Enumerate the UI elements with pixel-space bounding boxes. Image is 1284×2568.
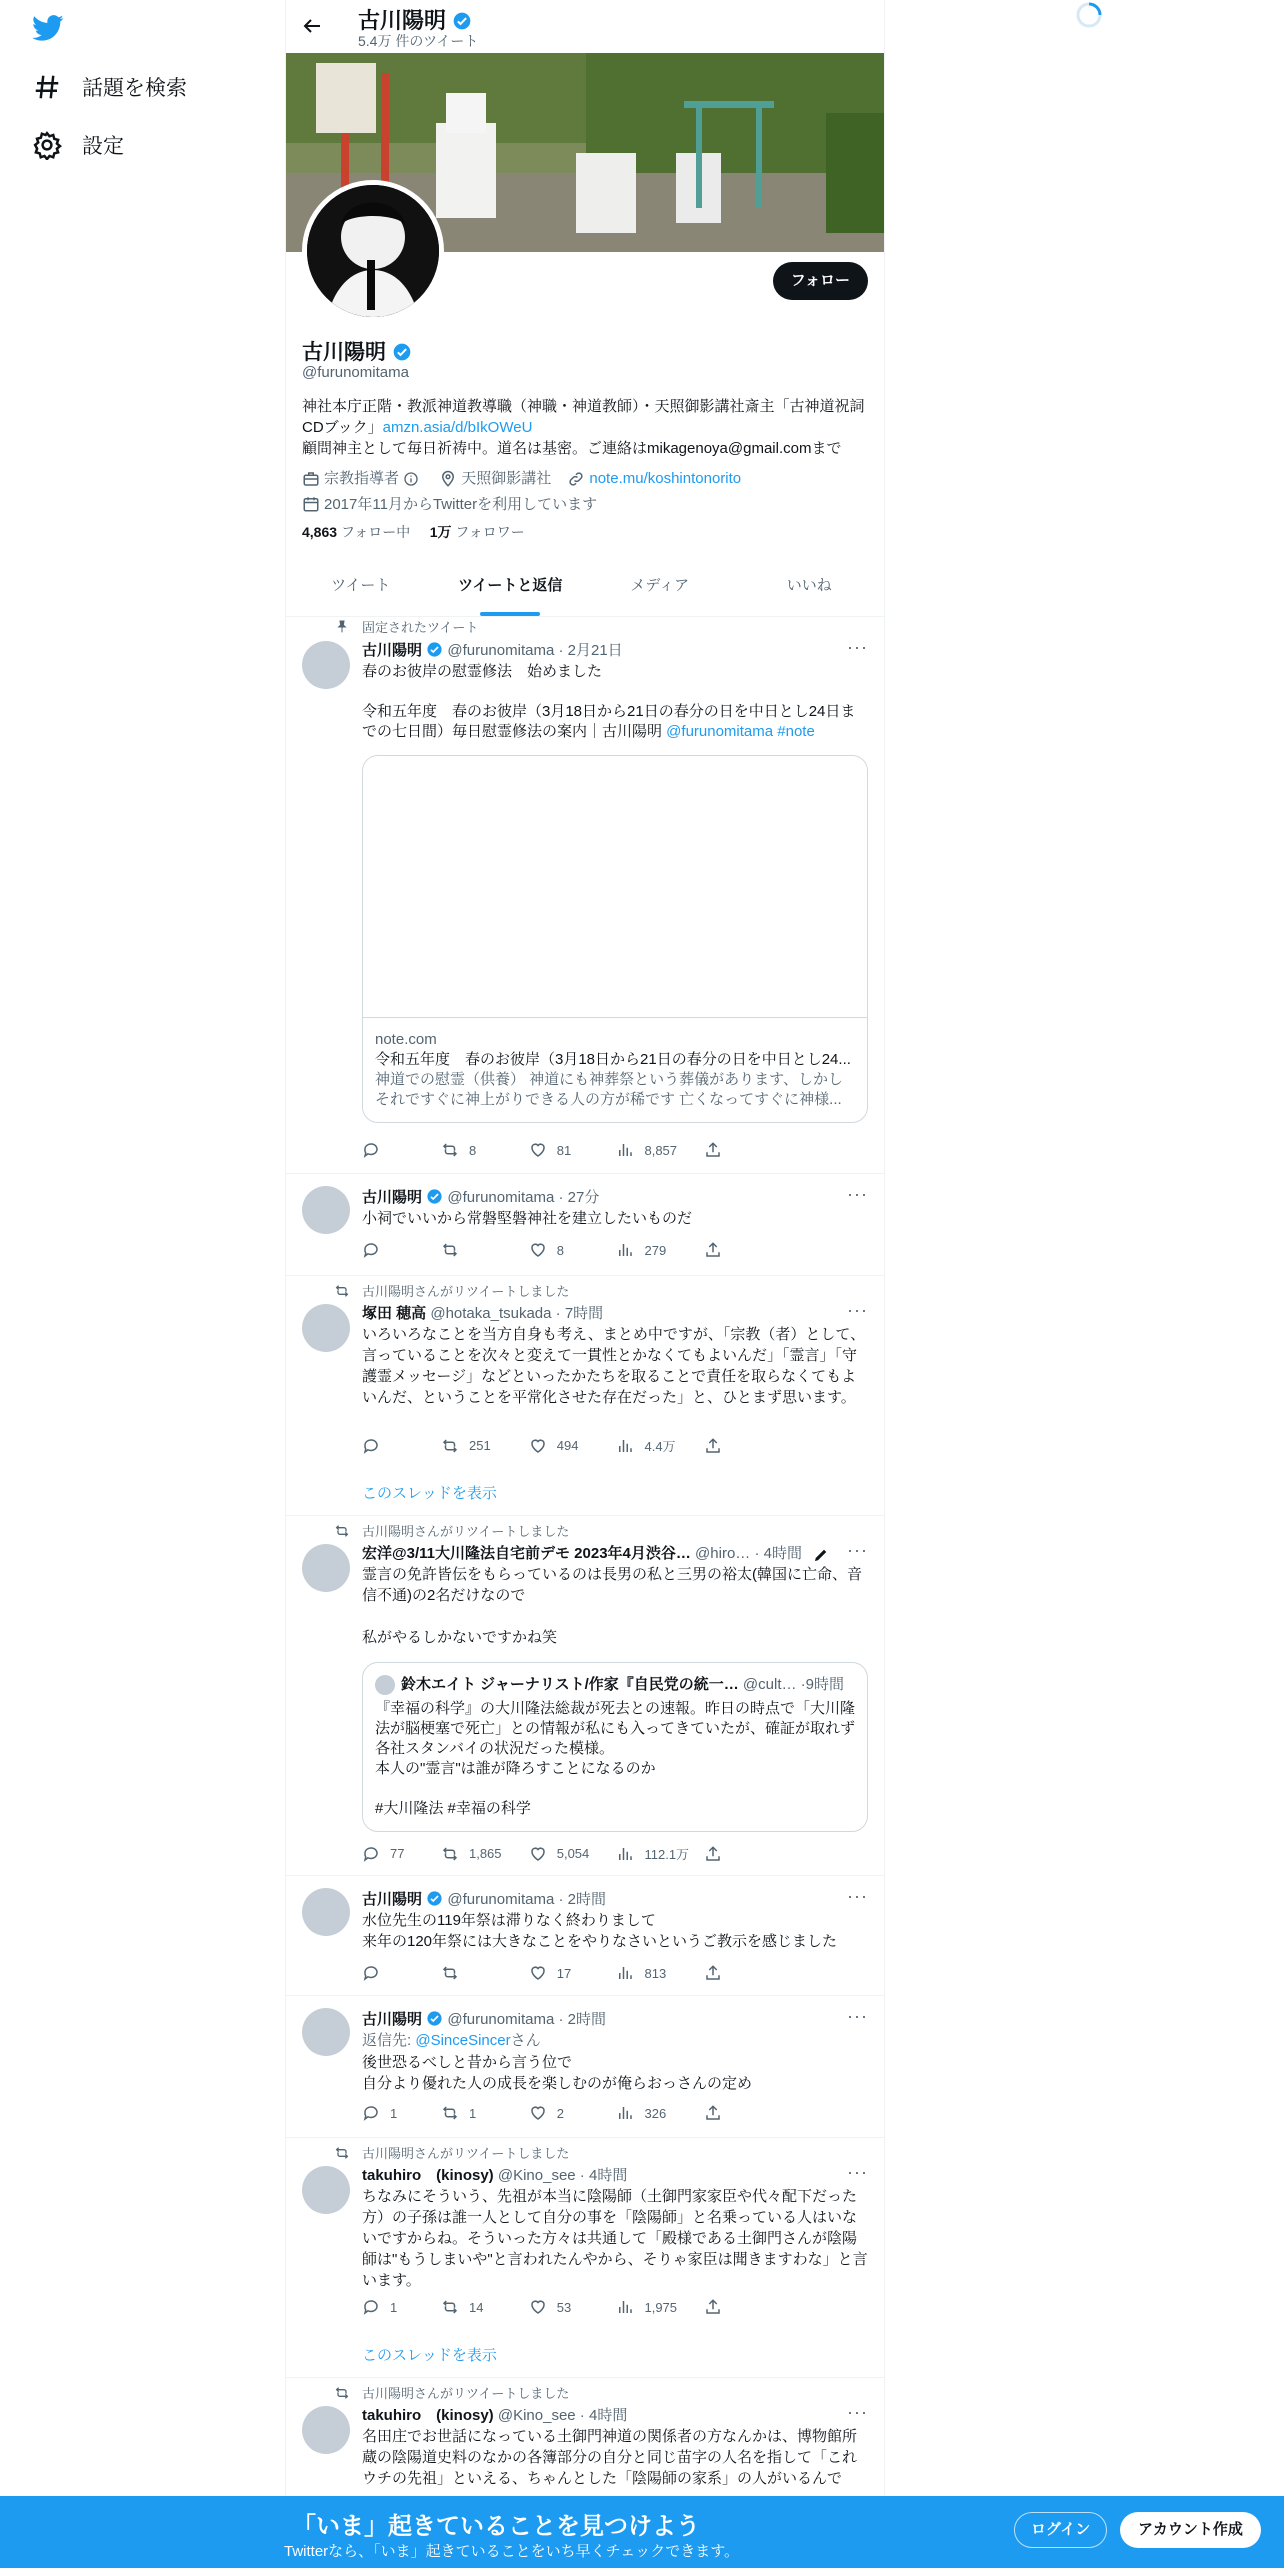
nav-item-explore[interactable] (32, 67, 187, 107)
avatar (375, 1675, 395, 1695)
retweet-icon (334, 2145, 350, 2161)
tweet[interactable] (286, 2138, 884, 2378)
reply-button[interactable] (362, 1141, 441, 1159)
avatar[interactable] (302, 2008, 350, 2056)
heart-icon (529, 1241, 547, 1259)
avatar[interactable] (302, 1304, 350, 1352)
verified-badge-icon (426, 2010, 443, 2027)
nav-item-label: 設定 (82, 135, 124, 158)
tweet-context: 古川陽明さんがリツイートしました (362, 1281, 569, 1300)
retweet-button[interactable] (441, 1964, 529, 1982)
briefcase-icon (302, 470, 320, 488)
reply-button[interactable] (362, 1436, 441, 1455)
tweet-actions (362, 1141, 792, 1159)
like-button[interactable]: 8 (529, 1241, 617, 1259)
retweet-icon (441, 1964, 459, 1982)
tweet-actions (362, 1844, 792, 1863)
share-icon (704, 2104, 722, 2122)
banner-title: 「いま」起きていることを見つけよう (292, 2513, 700, 2540)
tweet-text: 小祠でいいから常磐堅磐神社を建立したいものだ (362, 1210, 693, 1227)
more-options-icon[interactable]: ··· (847, 1184, 868, 1204)
twitter-logo-icon[interactable] (30, 12, 66, 44)
followers-stat[interactable]: 1万 フォロワー (429, 524, 525, 540)
hashtag-icon (32, 72, 62, 102)
views-button[interactable]: 813 (616, 1964, 704, 1982)
like-button[interactable]: 2 (529, 2104, 617, 2122)
tweet-text: 霊言の免許皆伝をもらっているのは長男の私と三男の裕太(韓国に亡命、音信不通)の2名だけなので 私がやるしかないですかね笑 (362, 1566, 862, 1646)
retweet-icon (334, 1523, 350, 1539)
views-chart-icon (616, 1964, 634, 1982)
profile-category: 宗教指導者 (302, 468, 423, 489)
views-button[interactable]: 1,975 (616, 2298, 704, 2316)
like-button[interactable]: 17 (529, 1964, 617, 1982)
retweet-icon (441, 1437, 459, 1455)
views-button[interactable]: 279 (616, 1241, 704, 1259)
header-tweet-count: 5.4万 件のツイート (358, 33, 479, 49)
more-options-icon[interactable]: ··· (847, 2162, 868, 2182)
like-button[interactable]: 53 (529, 2298, 617, 2316)
retweet-button[interactable] (441, 1241, 529, 1259)
share-icon (704, 1845, 722, 1863)
profile-location: 天照御影講社 (439, 468, 551, 489)
profile-tabs (286, 563, 884, 617)
heart-icon (529, 1964, 547, 1982)
tweet-header: 宏洋@3/11大川隆法自宅前デモ 2023年4月渋谷… @hiro… · 4時間 (362, 1545, 802, 1562)
retweet-icon (334, 2385, 350, 2401)
tweet-actions (362, 1436, 792, 1455)
views-chart-icon (616, 1141, 634, 1159)
tweet[interactable] (286, 1516, 884, 1876)
share-icon (704, 1964, 722, 1982)
more-options-icon[interactable]: ··· (847, 2402, 868, 2422)
reply-button[interactable]: 1 (362, 2104, 441, 2122)
like-button[interactable]: 494 (529, 1436, 617, 1455)
avatar[interactable] (302, 2166, 350, 2214)
verified-badge-icon (426, 641, 443, 658)
share-button[interactable] (704, 2104, 792, 2122)
show-thread-link[interactable]: このスレッドを表示 (362, 1485, 497, 1502)
retweet-icon (441, 1241, 459, 1259)
heart-icon (529, 1141, 547, 1159)
reply-icon (362, 1141, 380, 1159)
retweet-button[interactable]: 8 (441, 1141, 529, 1159)
follow-button[interactable]: フォロー (773, 262, 868, 300)
tweet[interactable] (286, 1876, 884, 1996)
pen-icon (812, 1546, 830, 1564)
gear-icon (32, 130, 62, 160)
loading-spinner-icon (1074, 0, 1104, 30)
following-stat[interactable]: 4,863 フォロー中 (302, 524, 411, 540)
retweet-icon (441, 2104, 459, 2122)
more-options-icon[interactable]: ··· (847, 2006, 868, 2026)
reply-icon (362, 1241, 380, 1259)
profile-name: 古川陽明 (302, 336, 412, 366)
tweet-header: 古川陽明 @furunomitama · 2時間 (362, 2011, 606, 2028)
card-title: 令和五年度 春のお彼岸（3月18日から21日の春分の日を中日とし24... (375, 1051, 851, 1068)
tweet[interactable] (286, 1996, 884, 2138)
tweet-header: takuhiro (kinosy) @Kino_see · 4時間 (362, 2407, 628, 2424)
calendar-icon (302, 495, 320, 513)
banner-subtitle: Twitterなら、「いま」起きていることをいち早くチェックできます。 (284, 2543, 740, 2560)
profile-bio: 神社本庁正階・教派神道教導職（神職・神道教師）・天照御影講社斎主「古神道祝詞CDブック」amzn.asia/d/bIkOWeU 顧問神主として毎日祈祷中。道名は基密。ご連絡はmikagenoya@gmail.comまで (302, 398, 865, 457)
tab-likes[interactable]: いいね (786, 577, 832, 594)
views-chart-icon (616, 2298, 634, 2316)
reply-button[interactable]: 1 (362, 2298, 441, 2316)
tweet-header: 古川陽明 @furunomitama · 27分 (362, 1189, 600, 1206)
profile-timeline-column (285, 0, 885, 2568)
avatar[interactable] (302, 641, 350, 689)
login-button[interactable]: ログイン (1014, 2512, 1107, 2548)
profile-url[interactable]: note.mu/koshintonorito (567, 468, 741, 489)
quoted-tweet-header: 鈴木エイト ジャーナリスト/作家『自民党の統一… @cult… · 9時間 (375, 1675, 855, 1695)
retweet-icon (334, 1283, 350, 1299)
avatar[interactable] (302, 1888, 350, 1936)
profile-header-bar (286, 0, 886, 53)
tweet-actions (362, 1964, 792, 1982)
retweet-button[interactable]: 14 (441, 2298, 529, 2316)
tweet-context: 古川陽明さんがリツイートしました (362, 1521, 569, 1540)
tweet-context: 古川陽明さんがリツイートしました (362, 2143, 569, 2162)
views-chart-icon (616, 1437, 634, 1455)
verified-badge-icon (392, 342, 412, 362)
heart-icon (529, 2104, 547, 2122)
back-arrow-icon[interactable] (300, 14, 324, 38)
card-domain: note.com (375, 1031, 437, 1048)
header-name: 古川陽明 (358, 4, 472, 35)
heart-icon (529, 2298, 547, 2316)
verified-badge-icon (426, 1188, 443, 1205)
tweet[interactable] (286, 1276, 884, 1516)
tweet-actions (362, 1241, 792, 1259)
signup-button[interactable]: アカウント作成 (1120, 2512, 1261, 2548)
avatar[interactable] (302, 1186, 350, 1234)
nav-item-settings[interactable] (32, 125, 124, 165)
reply-to-mention[interactable]: @SinceSincer (415, 2032, 511, 2049)
link-icon (567, 470, 585, 488)
retweet-icon (441, 2298, 459, 2316)
share-button[interactable] (704, 1241, 792, 1259)
location-pin-icon (439, 470, 457, 488)
tweet-header: 塚田 穂高 @hotaka_tsukada · 7時間 (362, 1305, 604, 1322)
tweet-header: takuhiro (kinosy) @Kino_see · 4時間 (362, 2167, 628, 2184)
retweet-button[interactable]: 1,865 (441, 1844, 529, 1863)
like-button[interactable]: 81 (529, 1141, 617, 1159)
reply-icon (362, 1845, 380, 1863)
views-button[interactable]: 112.1万 (616, 1844, 704, 1863)
share-icon (704, 1241, 722, 1259)
views-button[interactable]: 326 (616, 2104, 704, 2122)
tweet-actions (362, 2104, 792, 2122)
share-button[interactable] (704, 1964, 792, 1982)
info-icon[interactable] (403, 471, 419, 487)
reply-to-line: 返信先: @SinceSincerさん (362, 2032, 541, 2049)
tweet-context: 古川陽明さんがリツイートしました (362, 2383, 569, 2402)
profile-handle: @furunomitama (302, 364, 409, 381)
views-chart-icon (616, 1241, 634, 1259)
tweet-text: 春のお彼岸の慰霊修法 始めました 令和五年度 春のお彼岸（3月18日から21日の春分の日を中日とし24日までの七日間）毎日慰霊修法の案内｜古川陽明 @furunomitama #note (362, 663, 856, 740)
share-icon (704, 1141, 722, 1159)
views-chart-icon (616, 2104, 634, 2122)
retweet-button[interactable]: 1 (441, 2104, 529, 2122)
like-button[interactable]: 5,054 (529, 1844, 617, 1863)
avatar[interactable] (302, 2406, 350, 2454)
more-options-icon[interactable]: ··· (847, 637, 868, 657)
profile-avatar[interactable] (302, 180, 444, 322)
signup-banner (0, 2496, 1284, 2568)
card-description: 神道での慰霊（供養） 神道にも神葬祭という葬儀があります、しかしそれですぐに神上がりできる人の方が稀です 亡くなってすぐに神様... (375, 1071, 843, 1108)
more-options-icon[interactable]: ··· (847, 1300, 868, 1320)
tweet-header: 古川陽明 @furunomitama · 2月21日 (362, 642, 623, 659)
tweet-actions (362, 2298, 792, 2316)
card-image (363, 756, 867, 1018)
retweet-button[interactable]: 251 (441, 1436, 529, 1455)
tweet-text: 水位先生の119年祭は滞りなく終わりまして 来年の120年祭には大きなことをやりなさいというご教示を感じました (362, 1912, 838, 1950)
tweet-text: いろいろなことを当方自身も考え、まとめ中ですが、「宗教（者）として、言っていることを次々と変えて一貫性とかなくてもよいんだ」「霊言」「守護霊メッセージ」などといったかたちを取ることで責任を取らなくてもよいんだ、ということを平常化させた存在だった」と、ひとまず思います。 (362, 1326, 866, 1406)
quoted-tweet[interactable] (362, 1662, 868, 1832)
share-button[interactable] (704, 1141, 792, 1159)
reply-button[interactable] (362, 1241, 441, 1259)
verified-badge-icon (426, 1890, 443, 1907)
reply-icon (362, 1964, 380, 1982)
reply-button[interactable] (362, 1964, 441, 1982)
share-icon (704, 1437, 722, 1455)
bio-link[interactable]: amzn.asia/d/bIkOWeU (382, 419, 533, 436)
heart-icon (529, 1437, 547, 1455)
retweet-icon (441, 1845, 459, 1863)
tab-tweets[interactable]: ツイート (331, 577, 391, 594)
tab-media[interactable]: メディア (630, 577, 690, 594)
more-options-icon[interactable]: ··· (847, 1540, 868, 1560)
heart-icon (529, 1845, 547, 1863)
share-button[interactable] (704, 2298, 792, 2316)
pin-icon (334, 619, 350, 635)
verified-badge-icon (452, 11, 472, 31)
retweet-icon (441, 1141, 459, 1159)
tweet-text: 名田庄でお世話になっている土御門神道の関係者の方なんかは、博物館所蔵の陰陽道史料のなかの各簿部分の自分と同じ苗字の人名を指して「これウチの先祖」といえる、ちゃんとした「陰陽師の家系」の人がいるんで (362, 2428, 858, 2487)
tweet-text: ちなみにそういう、先祖が本当に陰陽師（土御門家家臣や代々配下だった方）の子孫は誰一人として自分の事を「陰陽師」と名乗っている人はいないですからね。そういった方々は共通して「殿様である土御門さんが陰陽師は"もうしまいや"と言われたんやから、そりゃ家臣は聞きますわな」と言います。 (362, 2188, 868, 2289)
share-icon (704, 2298, 722, 2316)
more-options-icon[interactable]: ··· (847, 1886, 868, 1906)
tweet[interactable] (286, 1174, 884, 1276)
show-thread-link[interactable]: このスレッドを表示 (362, 2347, 497, 2364)
views-button[interactable]: 8,857 (616, 1141, 704, 1159)
share-button[interactable] (704, 1844, 792, 1863)
reply-icon (362, 2104, 380, 2122)
link-card[interactable] (362, 755, 868, 1123)
avatar[interactable] (302, 1544, 350, 1592)
tweet[interactable] (286, 617, 884, 1174)
views-button[interactable]: 4.4万 (616, 1436, 704, 1455)
nav-item-label: 話題を検索 (82, 77, 187, 100)
profile-meta (302, 468, 868, 519)
reply-icon (362, 1437, 380, 1455)
tab-tweets-and-replies[interactable]: ツイートと返信 (436, 563, 586, 616)
share-button[interactable] (704, 1436, 792, 1455)
tweet-context: 固定されたツイート (362, 617, 478, 636)
tweet-header: 古川陽明 @furunomitama · 2時間 (362, 1891, 606, 1908)
profile-stats (302, 522, 525, 542)
reply-button[interactable]: 77 (362, 1844, 441, 1863)
views-chart-icon (616, 1845, 634, 1863)
profile-joined: 2017年11月からTwitterを利用しています (302, 494, 597, 515)
quoted-tweet-text: 『幸福の科学』の大川隆法総裁が死去との速報。昨日の時点で「大川隆法が脳梗塞で死亡」との情報が私にも入ってきていたが、確証が取れず各社スタンバイの状況だった模様。 本人の"霊言"は誰が降ろすことになるのか #大川隆法 #幸福の科学 (375, 1700, 856, 1817)
reply-icon (362, 2298, 380, 2316)
tweet-text: 後世恐るべしと昔から言う位で 自分より優れた人の成長を楽しむのが俺らおっさんの定め (362, 2054, 753, 2092)
